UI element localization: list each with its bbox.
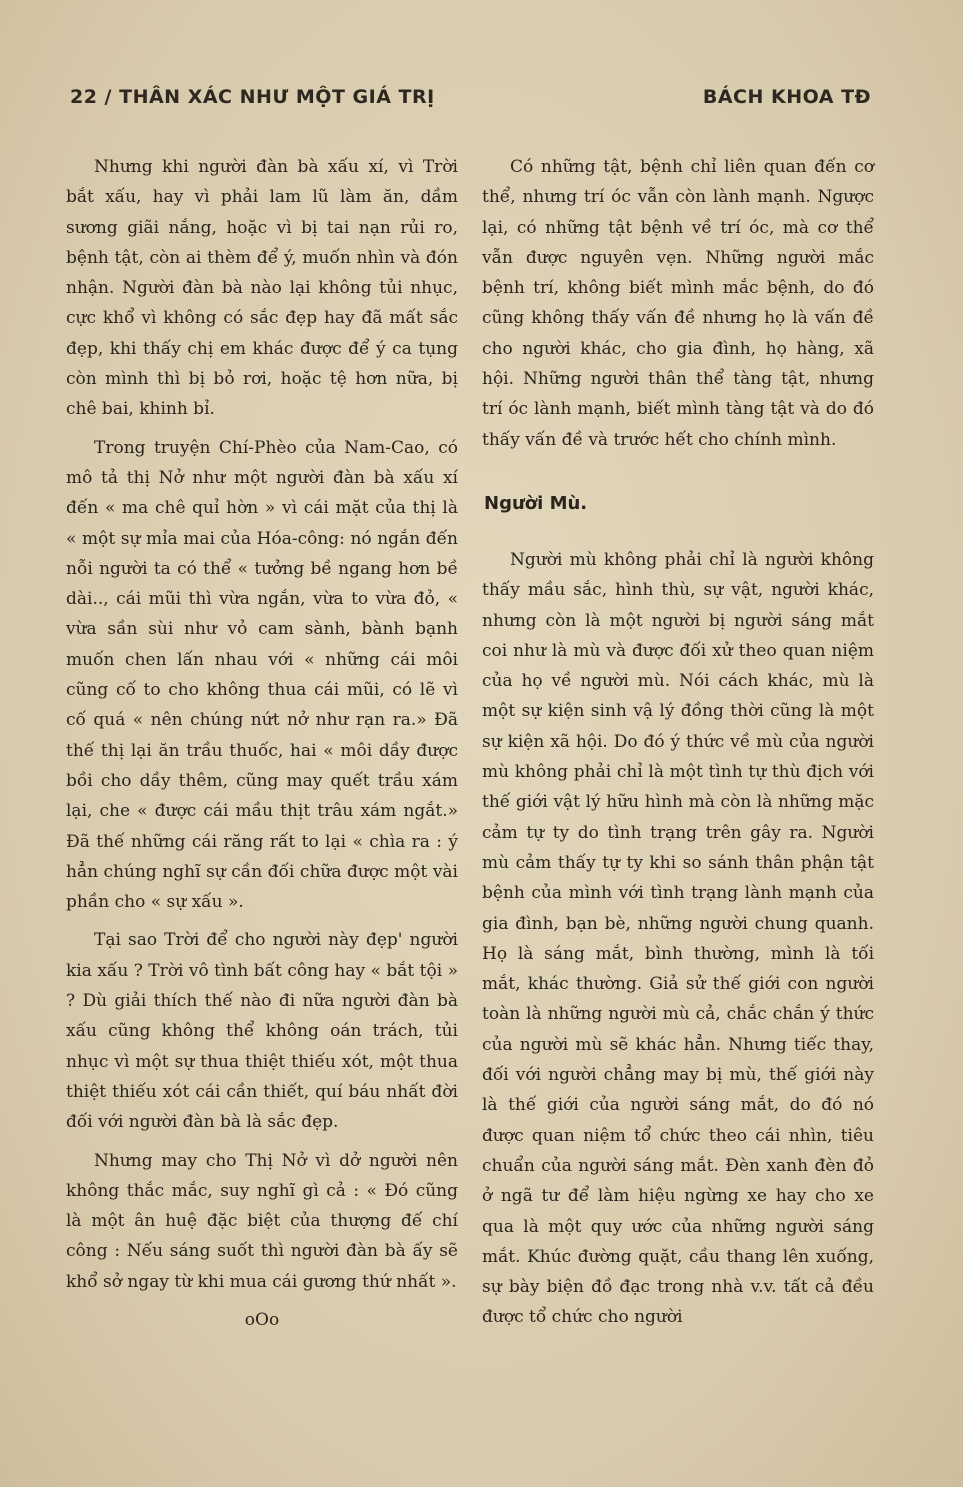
paragraph: Tại sao Trời để cho người này đẹp' người kia xấu ? Trời vô tình bất công hay « bắt tội » ? Dù giải thích thế nào đi nữa người đàn bà xấu cũng không thể không oán trách, tủi nhục vì một sự thua thiệt thiếu xót, một thua thiệt thiếu xót cái cần thiết, quí báu nhất đời đối với người đàn bà là sắc đẹp.: [66, 930, 458, 1133]
right-text-column: [482, 152, 874, 1341]
paragraph: Trong truyện Chí-Phèo của Nam-Cao, có mô tả thị Nở như một người đàn bà xấu xí đến « ma chê quỉ hờn » vì cái mặt của thị là « một sự mỉa mai của Hóa-công: nó ngắn đến nỗi người ta có thể « tưởng bề ngang hơn bề dài.., cái mũi thì vừa ngắn, vừa to vừa đỏ, « vừa sần sùi như vỏ cam sành, bành bạnh muốn chen lấn nhau với « những cái môi cũng cố to cho không thua cái mũi, có lẽ vì cố quá « nên chúng nứt nở như rạn ra.» Đã thế thị lại ăn trầu thuốc, hai « môi dầy được bồi cho dầy thêm, cũng may quết trầu xám lại, che « được cái mầu thịt trâu xám ngắt.» Đã thế những cái răng rất to lại « chìa ra : ý hẳn chúng nghĩ sự cần đối chữa được một vài phần cho « sự xấu ».: [66, 437, 458, 913]
page-header: [70, 86, 871, 116]
paragraph: Nhưng khi người đàn bà xấu xí, vì Trời bắt xấu, hay vì phải lam lũ làm ăn, dầm sương giãi nắng, hoặc vì bị tai nạn rủi ro, bệnh tật, còn ai thèm để ý, muốn nhìn và đón nhận. Người đàn bà nào lại không tủi nhục, cực khổ vì không có sắc đẹp hay đã mất sắc đẹp, khi thấy chị em khác được để ý ca tụng còn mình thì bị bỏ rơi, hoặc tệ hơn nữa, bị chê bai, khinh bỉ.: [66, 157, 458, 420]
header-publication-name: BÁCH KHOA TĐ: [702, 86, 871, 108]
header-page-title: 22 / THÂN XÁC NHƯ MỘT GIÁ TRỊ: [70, 86, 435, 108]
left-text-column: [66, 152, 458, 1335]
section-end-mark: oOo: [244, 1309, 280, 1330]
paragraph: Người mù không phải chỉ là người không thấy mầu sắc, hình thù, sự vật, người khác, nhưng còn là một người bị người sáng mắt coi như là mù và được đối xử theo quan niệm của họ về người mù. Nói cách khác, mù là một sự kiện sinh vậ lý đồng thời cũng là một sự kiện xã hội. Do đó ý thức về mù của người mù không phải chỉ là một tình tự thù địch với thế giới vật lý hữu hình mà còn là những mặc cảm tự ty do tình trạng trên gây ra. Người mù cảm thấy tự ty khi so sánh thân phận tật bệnh của mình với tình trạng lành mạnh của gia đình, bạn bè, những người chung quanh. Họ là sáng mắt, bình thường, mình là tối mắt, khác thường. Giả sử thế giới con người toàn là những người mù cả, chắc chắn ý thức của người mù sẽ khác hẳn. Nhưng tiếc thay, đối với người chẳng may bị mù, thế giới này là thế giới của người sáng mắt, do đó nó được quan niệm tổ chức theo cái nhìn, tiêu chuẩn của người sáng mắt. Đèn xanh đèn đỏ ở ngã tư để làm hiệu ngừng xe hay cho xe qua là một quy ước của những người sáng mắt. Khúc đường quặt, cầu thang lên xuống, sự bày biện đồ đạc trong nhà v.v. tất cả đều được tổ chức cho người: [482, 549, 874, 1328]
paragraph: Có những tật, bệnh chỉ liên quan đến cơ thể, nhưng trí óc vẫn còn lành mạnh. Ngược lại, có những tật bệnh về trí óc, mà cơ thể vẫn được nguyên vẹn. Những người mắc bệnh trí, không biết mình mắc bệnh, do đó cũng không thấy vấn đề nhưng họ là vấn đề cho người khác, cho gia đình, họ hàng, xã hội. Những người thân thể tàng tật, nhưng trí óc lành mạnh, biết mình tàng tật và do đó thấy vấn đề và trước hết cho chính mình.: [482, 157, 874, 450]
paragraph: Nhưng may cho Thị Nở vì dở người nên không thắc mắc, suy nghĩ gì cả : « Đó cũng là một ân huệ đặc biệt của thượng đế chí công : Nếu sáng suốt thì người đàn bà ấy sẽ khổ sở ngay từ khi mua cái gương thứ nhất ».: [66, 1150, 458, 1292]
section-heading: Người Mù.: [484, 492, 588, 514]
